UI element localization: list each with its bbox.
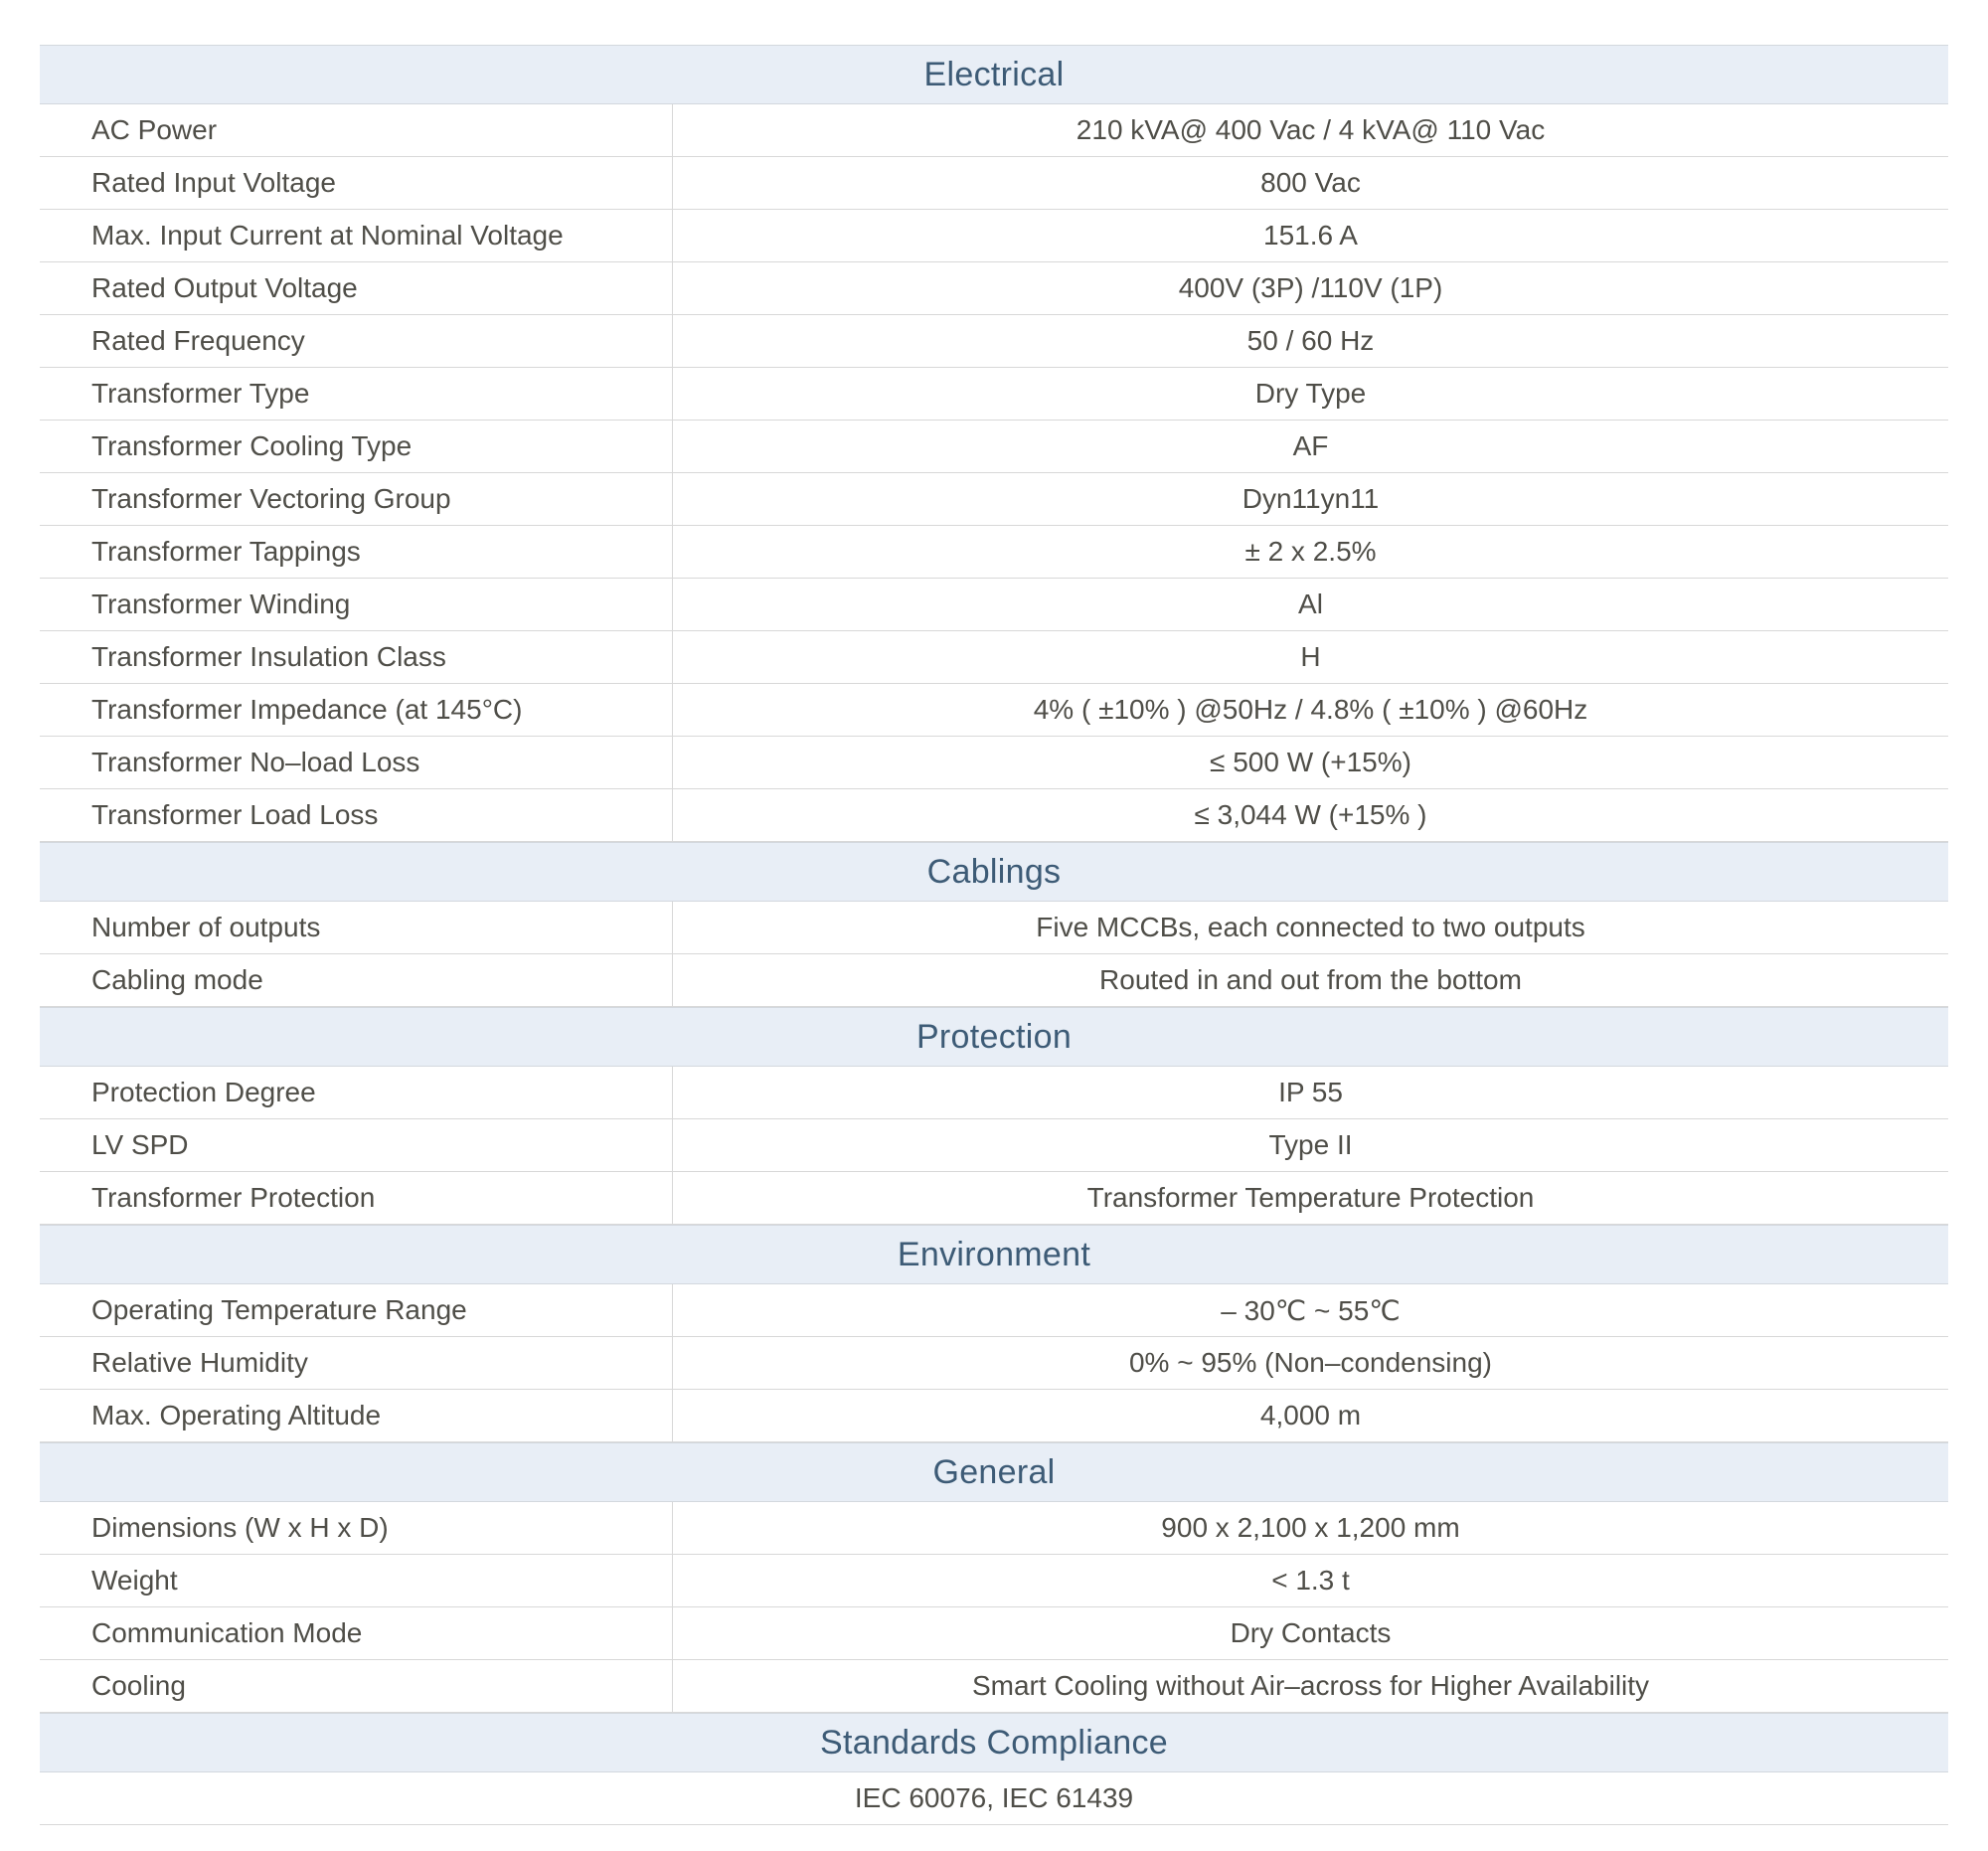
spec-row bbox=[40, 902, 1948, 954]
spec-row-label: Cabling mode bbox=[40, 954, 673, 1006]
spec-row bbox=[40, 1337, 1948, 1390]
spec-row-label: AC Power bbox=[40, 104, 673, 156]
spec-row-value: 210 kVA@ 400 Vac / 4 kVA@ 110 Vac bbox=[1076, 114, 1546, 145]
spec-row-value: IEC 60076, IEC 61439 bbox=[854, 1782, 1134, 1813]
spec-row-label: Transformer Winding bbox=[40, 579, 673, 630]
spec-row-label: Transformer Vectoring Group bbox=[40, 473, 673, 525]
spec-row-value: Al bbox=[1298, 589, 1323, 619]
spec-row-value: Dry Type bbox=[1254, 378, 1367, 409]
spec-row-label: Cooling bbox=[40, 1660, 673, 1712]
spec-row bbox=[40, 954, 1948, 1007]
section-header-general: General bbox=[40, 1442, 1948, 1502]
spec-row-value: 4,000 m bbox=[1259, 1400, 1362, 1430]
spec-table bbox=[40, 45, 1948, 1825]
spec-row bbox=[40, 1502, 1948, 1555]
spec-row bbox=[40, 473, 1948, 526]
spec-row-label: Protection Degree bbox=[40, 1067, 673, 1118]
spec-row-value: AF bbox=[1292, 430, 1329, 461]
spec-row-label: LV SPD bbox=[40, 1119, 673, 1171]
spec-row bbox=[40, 157, 1948, 210]
spec-row-label: Transformer Insulation Class bbox=[40, 631, 673, 683]
spec-row-label: Rated Frequency bbox=[40, 315, 673, 367]
spec-row bbox=[40, 631, 1948, 684]
spec-row bbox=[40, 526, 1948, 579]
spec-row bbox=[40, 1607, 1948, 1660]
spec-row-label: Weight bbox=[40, 1555, 673, 1606]
spec-row bbox=[40, 315, 1948, 368]
spec-row bbox=[40, 579, 1948, 631]
spec-row-value: Transformer Temperature Protection bbox=[1086, 1182, 1535, 1213]
spec-row-label: Transformer Protection bbox=[40, 1172, 673, 1224]
spec-row bbox=[40, 1660, 1948, 1713]
spec-row bbox=[40, 104, 1948, 157]
spec-row bbox=[40, 210, 1948, 262]
spec-row-value: Dyn11yn11 bbox=[1242, 483, 1380, 514]
spec-row-label: Communication Mode bbox=[40, 1607, 673, 1659]
spec-row-value: Smart Cooling without Air–across for Higher Availability bbox=[971, 1670, 1650, 1701]
spec-row-label: Dimensions (W x H x D) bbox=[40, 1502, 673, 1554]
spec-row-value: 4% ( ±10% ) @50Hz / 4.8% ( ±10% ) @60Hz bbox=[1033, 694, 1588, 725]
spec-row-label: Rated Output Voltage bbox=[40, 262, 673, 314]
section-header-cablings: Cablings bbox=[40, 842, 1948, 902]
spec-row-value: IP 55 bbox=[1278, 1077, 1343, 1107]
spec-row-value: 151.6 A bbox=[1263, 220, 1358, 251]
spec-row-label: Transformer No–load Loss bbox=[40, 737, 673, 788]
section-header-protection: Protection bbox=[40, 1007, 1948, 1067]
spec-row-value: 800 Vac bbox=[1260, 167, 1361, 198]
spec-row-value: Type II bbox=[1268, 1129, 1353, 1160]
spec-row bbox=[40, 737, 1948, 789]
spec-row-label: Max. Input Current at Nominal Voltage bbox=[40, 210, 673, 261]
section-header-electrical: Electrical bbox=[40, 45, 1948, 104]
spec-row-value: – 30℃ ~ 55℃ bbox=[1221, 1294, 1401, 1326]
spec-row-value: ≤ 3,044 W (+15% ) bbox=[1194, 799, 1427, 830]
spec-row bbox=[40, 1284, 1948, 1337]
section-header-standards-compliance: Standards Compliance bbox=[40, 1713, 1948, 1772]
spec-row-value: 400V (3P) /110V (1P) bbox=[1178, 272, 1443, 303]
spec-row bbox=[40, 789, 1948, 842]
spec-row bbox=[40, 1119, 1948, 1172]
spec-row-label: Transformer Impedance (at 145°C) bbox=[40, 684, 673, 736]
spec-row-value: 0% ~ 95% (Non–condensing) bbox=[1128, 1347, 1492, 1378]
spec-row bbox=[40, 1390, 1948, 1442]
spec-row-value: Dry Contacts bbox=[1230, 1617, 1392, 1648]
spec-row bbox=[40, 421, 1948, 473]
spec-row-value: < 1.3 t bbox=[1271, 1565, 1350, 1596]
spec-row bbox=[40, 262, 1948, 315]
section-header-environment: Environment bbox=[40, 1225, 1948, 1284]
spec-row-value: 900 x 2,100 x 1,200 mm bbox=[1161, 1512, 1460, 1543]
spec-row bbox=[40, 1772, 1948, 1825]
spec-row-value: 50 / 60 Hz bbox=[1246, 325, 1375, 356]
spec-row bbox=[40, 1067, 1948, 1119]
spec-row-label: Rated Input Voltage bbox=[40, 157, 673, 209]
spec-row-label: Relative Humidity bbox=[40, 1337, 673, 1389]
spec-row-label: Transformer Load Loss bbox=[40, 789, 673, 841]
spec-row bbox=[40, 1555, 1948, 1607]
spec-row-value: ± 2 x 2.5% bbox=[1244, 536, 1377, 567]
spec-row bbox=[40, 684, 1948, 737]
spec-row-value: Routed in and out from the bottom bbox=[1099, 964, 1522, 995]
spec-row-value: Five MCCBs, each connected to two outputs bbox=[1036, 912, 1585, 942]
spec-row-label: Number of outputs bbox=[40, 902, 673, 953]
spec-row-label: Operating Temperature Range bbox=[40, 1284, 673, 1336]
spec-row bbox=[40, 1172, 1948, 1225]
spec-row-label: Transformer Type bbox=[40, 368, 673, 420]
spec-row-value: H bbox=[1300, 641, 1321, 672]
spec-row-label: Transformer Cooling Type bbox=[40, 421, 673, 472]
spec-row-label: Transformer Tappings bbox=[40, 526, 673, 578]
spec-row bbox=[40, 368, 1948, 421]
spec-row-value: ≤ 500 W (+15%) bbox=[1210, 747, 1411, 777]
spec-row-label: Max. Operating Altitude bbox=[40, 1390, 673, 1441]
